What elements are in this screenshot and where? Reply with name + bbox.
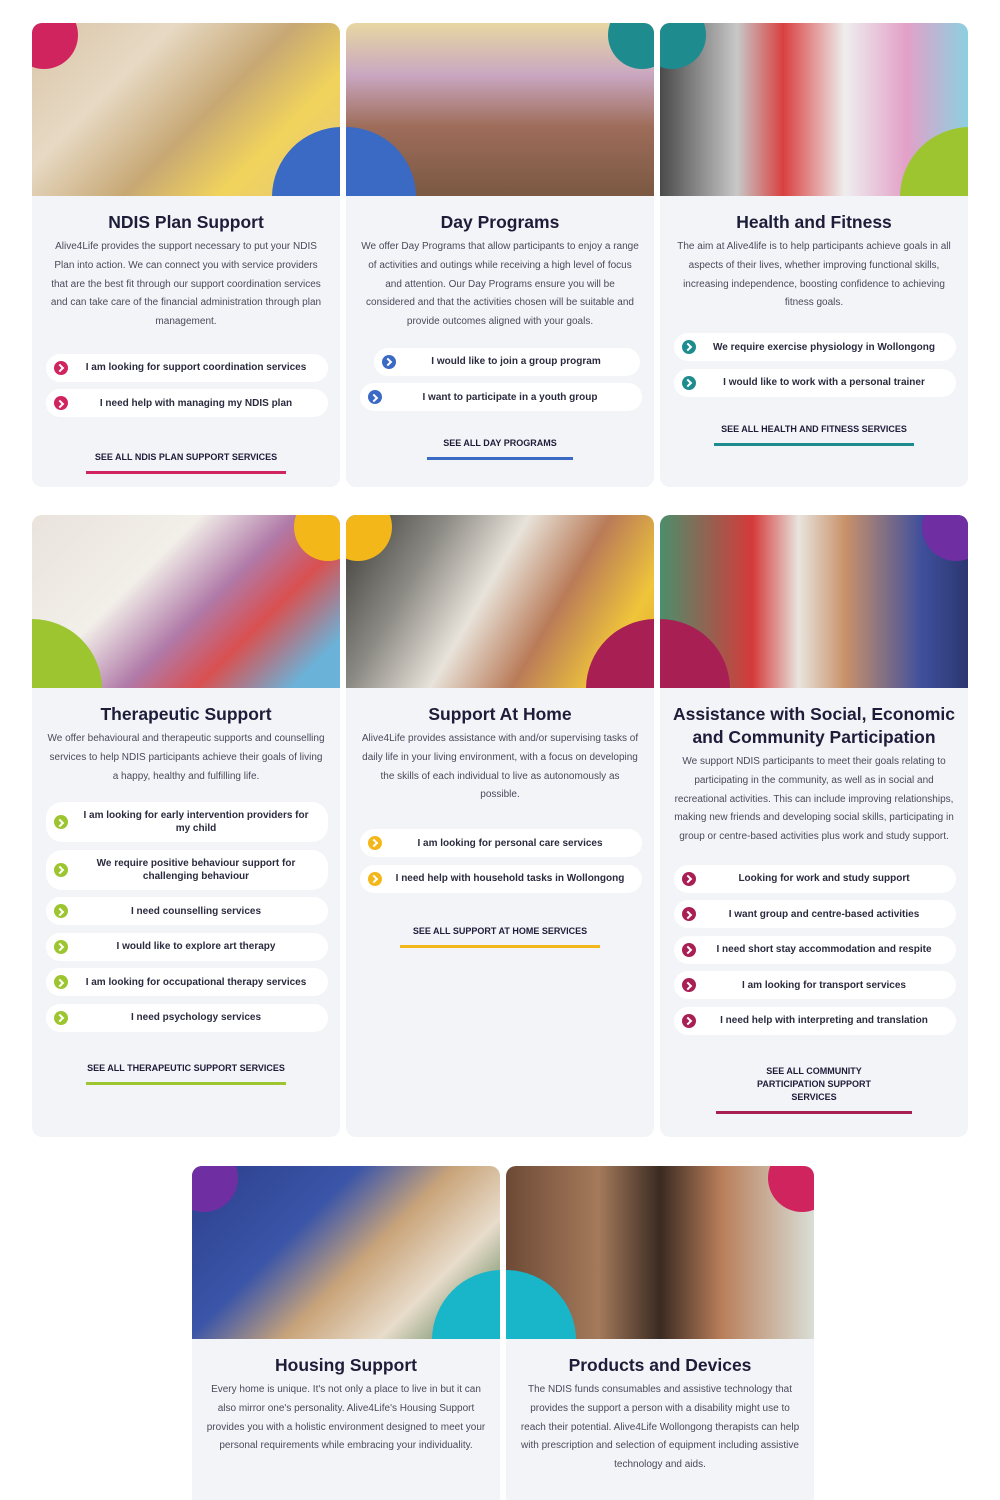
photo-children-art-wall [32, 515, 340, 688]
decorative-circle [346, 515, 392, 561]
link-exercise-physiology[interactable] [674, 333, 956, 361]
see-all-day-programs-link[interactable]: SEE ALL DAY PROGRAMS [427, 437, 573, 460]
link-label: We require positive behaviour support for challenging behaviour [96, 857, 296, 882]
arrow-right-icon [682, 340, 696, 354]
link-join-group-program[interactable] [374, 348, 640, 376]
link-psychology[interactable] [46, 1004, 328, 1032]
card-description: Alive4Life provides the support necessary to put your NDIS Plan into action. We can connect you with service providers that are the best fit through our support coordination services and can take care of the financial administration through plan management. [50, 241, 322, 328]
photo-woman-moving-house [192, 1166, 500, 1339]
card-description: The aim at Alive4life is to help participants achieve goals in all aspects of their lives, whether improving functional skills, increasing independence, boosting confidence to achieving fitness goals. [677, 241, 951, 309]
photo-women-laptop [32, 23, 340, 196]
link-label: I would like to explore art therapy [116, 941, 276, 953]
photo-group-celebrating [346, 23, 654, 196]
card-title: Health and Fitness [736, 212, 892, 232]
arrow-right-icon [54, 815, 68, 829]
link-personal-care[interactable] [360, 829, 642, 857]
decorative-circle [506, 1270, 576, 1339]
card-description: Every home is unique. It's not only a place to live in but it can also mirror one's personality. Alive4Life's Housing Support provides you with a holistic environment designed to meet your personal requirements while embracing your individuality. [206, 1384, 486, 1452]
photo-rowing-machine [660, 23, 968, 196]
card-products-devices [506, 1166, 814, 1500]
decorative-circle [32, 619, 102, 688]
link-label: I am looking for occupational therapy services [85, 976, 307, 988]
link-support-coordination[interactable] [46, 354, 328, 382]
link-label: I want group and centre-based activities [728, 908, 920, 920]
link-interpreting-translation[interactable] [674, 1007, 956, 1035]
see-all-therapeutic-link[interactable]: SEE ALL THERAPEUTIC SUPPORT SERVICES [86, 1062, 286, 1085]
decorative-circle [192, 1166, 238, 1212]
card-day-programs [346, 23, 654, 487]
card-ndis-plan-support [32, 23, 340, 487]
card-description: We support NDIS participants to meet their goals relating to participating in the community, as well as in social and recreational activities. This can include improving relationships, making new friends and developing social skills, participating in group or centre-based activities plus work and study support. [674, 756, 954, 843]
link-label: I need help with managing my NDIS plan [99, 397, 293, 409]
card-support-at-home [346, 515, 654, 1137]
see-all-health-link[interactable]: SEE ALL HEALTH AND FITNESS SERVICES [714, 423, 914, 446]
link-managing-ndis-plan[interactable] [46, 389, 328, 417]
card-housing-support [192, 1166, 500, 1500]
arrow-right-icon [54, 940, 68, 954]
card-title: Housing Support [275, 1355, 417, 1375]
see-all-community-link[interactable]: SEE ALL COMMUNITY PARTICIPATION SUPPORT SERVICES [716, 1065, 912, 1114]
link-label: I would like to join a group program [431, 356, 601, 368]
card-description: Alive4Life provides assistance with and/or supervising tasks of daily life in your living environment, with a focus on developing the skills of each individual to live as autonomously as possible. [361, 733, 639, 801]
arrow-right-icon [54, 975, 68, 989]
link-label: I would like to work with a personal trainer [723, 377, 925, 389]
decorative-circle [900, 127, 968, 196]
link-label: I need help with household tasks in Wollongong [395, 873, 625, 885]
decorative-circle [608, 23, 654, 69]
photo-couple-smiling [506, 1166, 814, 1339]
link-label: I want to participate in a youth group [422, 391, 598, 403]
card-therapeutic-support [32, 515, 340, 1137]
link-short-stay-respite[interactable] [674, 936, 956, 964]
arrow-right-icon [682, 978, 696, 992]
link-household-tasks[interactable] [360, 865, 642, 893]
arrow-right-icon [54, 863, 68, 877]
decorative-circle [660, 619, 730, 688]
arrow-right-icon [682, 1014, 696, 1028]
link-label: I need psychology services [130, 1012, 262, 1024]
arrow-right-icon [368, 872, 382, 886]
arrow-right-icon [54, 396, 68, 410]
decorative-circle [432, 1270, 500, 1339]
decorative-circle [294, 515, 340, 561]
link-label: I need counselling services [130, 905, 262, 917]
link-label: I am looking for transport services [742, 979, 906, 991]
arrow-right-icon [368, 390, 382, 404]
photo-two-men-laughing [660, 515, 968, 688]
decorative-circle [272, 127, 340, 196]
arrow-right-icon [682, 872, 696, 886]
link-work-study-support[interactable] [674, 865, 956, 893]
link-label: I need help with interpreting and translation [720, 1015, 928, 1027]
link-transport[interactable] [674, 971, 956, 999]
arrow-right-icon [54, 1011, 68, 1025]
card-title: Products and Devices [568, 1355, 752, 1375]
see-all-ndis-link[interactable]: SEE ALL NDIS PLAN SUPPORT SERVICES [86, 451, 286, 474]
arrow-right-icon [54, 361, 68, 375]
link-label: I need short stay accommodation and respite [716, 944, 932, 956]
decorative-circle [32, 23, 78, 69]
card-title: Day Programs [440, 212, 560, 232]
card-title: Therapeutic Support [100, 704, 272, 724]
link-label: I am looking for early intervention providers for my child [83, 810, 309, 835]
photo-kitchen-baking [346, 515, 654, 688]
link-youth-group[interactable] [360, 383, 642, 411]
card-community-participation [660, 515, 968, 1137]
link-positive-behaviour-support[interactable] [46, 850, 328, 890]
decorative-circle [768, 1166, 814, 1212]
card-health-fitness [660, 23, 968, 487]
arrow-right-icon [382, 355, 396, 369]
link-label: We require exercise physiology in Wollongong [713, 341, 935, 353]
card-description: We offer Day Programs that allow participants to enjoy a range of activities and outings while receiving a high level of focus and attention. Our Day Programs ensure you will be considered and that the activities chosen will be suitable and provide outcomes aligned with your goals. [361, 241, 639, 328]
link-label: I am looking for support coordination services [85, 362, 307, 374]
decorative-circle [346, 127, 416, 196]
arrow-right-icon [682, 943, 696, 957]
card-title: Support At Home [428, 704, 572, 724]
link-label: I am looking for personal care services [417, 837, 603, 849]
link-occupational-therapy[interactable] [46, 968, 328, 996]
link-label: Looking for work and study support [738, 873, 910, 885]
link-personal-trainer[interactable] [674, 369, 956, 397]
arrow-right-icon [682, 907, 696, 921]
link-counselling[interactable] [46, 897, 328, 925]
card-title: Assistance with Social, Economic and Community Participation [672, 704, 956, 747]
card-description: The NDIS funds consumables and assistive technology that provides the support a person with a disability might use to reach their potential. Alive4Life Wollongong therapists can help with prescription and selection of equipment including assistive technology and aids. [520, 1384, 800, 1471]
link-group-centre-activities[interactable] [674, 900, 956, 928]
card-description: We offer behavioural and therapeutic supports and counselling services to help NDIS participants achieve their goals of living a happy, healthy and fulfilling life. [47, 733, 325, 782]
link-art-therapy[interactable] [46, 933, 328, 961]
arrow-right-icon [54, 904, 68, 918]
see-all-home-link[interactable]: SEE ALL SUPPORT AT HOME SERVICES [400, 925, 600, 948]
arrow-right-icon [368, 836, 382, 850]
decorative-circle [586, 619, 654, 688]
arrow-right-icon [682, 376, 696, 390]
decorative-circle [922, 515, 968, 561]
card-title: NDIS Plan Support [108, 212, 264, 232]
link-early-intervention[interactable] [46, 802, 328, 842]
decorative-circle [660, 23, 706, 69]
